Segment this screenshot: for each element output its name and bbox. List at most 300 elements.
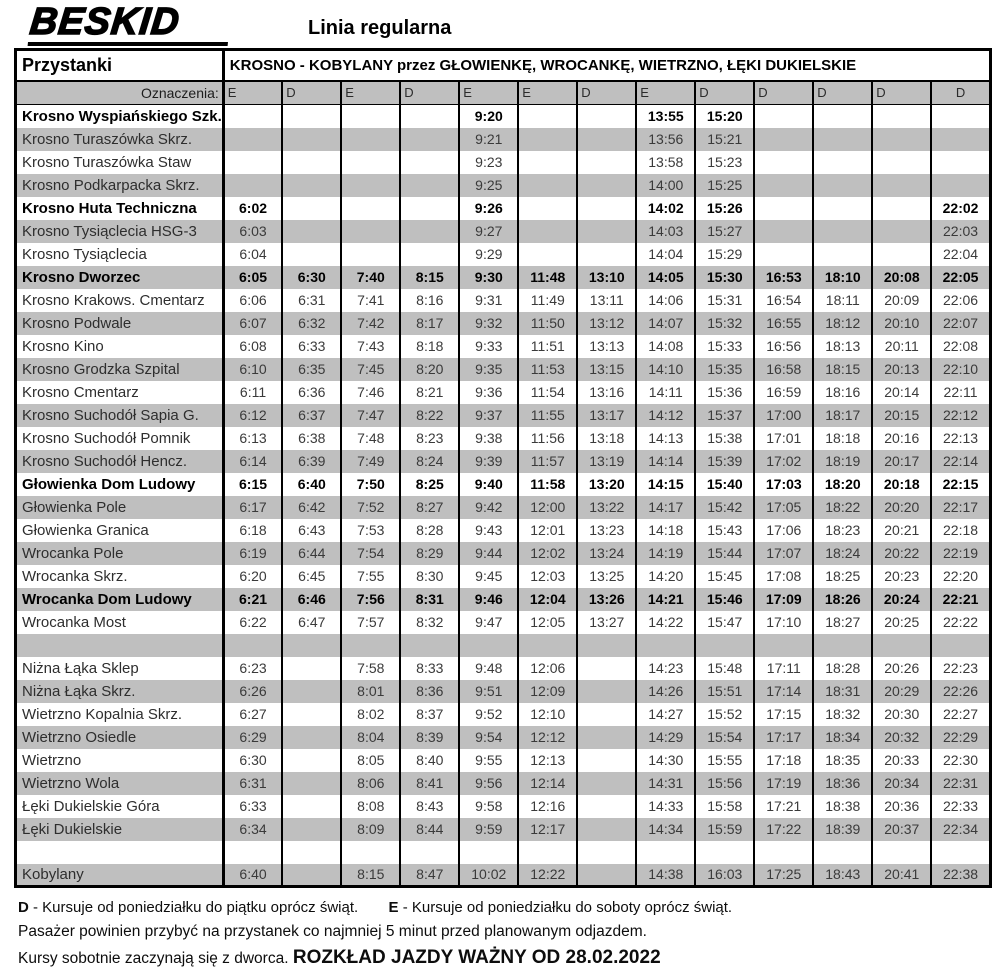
time-cell: 6:44 (282, 542, 341, 565)
time-cell: 11:48 (518, 266, 577, 289)
time-cell (577, 749, 636, 772)
time-cell: 8:27 (400, 496, 459, 519)
time-cell: 9:59 (459, 818, 518, 841)
time-cell (872, 841, 931, 864)
designation-cell: D (400, 81, 459, 105)
table-row (16, 427, 991, 450)
time-cell: 15:54 (695, 726, 754, 749)
time-cell: 20:20 (872, 496, 931, 519)
time-cell: 18:35 (813, 749, 872, 772)
stop-name: Głowienka Dom Ludowy (22, 475, 196, 493)
time-cell: 20:26 (872, 657, 931, 680)
time-cell (931, 841, 990, 864)
time-cell: 12:05 (518, 611, 577, 634)
time-cell (931, 128, 990, 151)
time-cell: 7:42 (341, 312, 400, 335)
time-cell (282, 220, 341, 243)
time-cell: 6:46 (282, 588, 341, 611)
time-cell: 22:12 (931, 404, 990, 427)
time-cell: 8:05 (341, 749, 400, 772)
time-cell (282, 105, 341, 128)
time-cell: 8:02 (341, 703, 400, 726)
time-cell (223, 634, 282, 657)
stop-name: Wietrzno Kopalnia Skrz. (22, 705, 183, 723)
time-cell: 9:29 (459, 243, 518, 266)
designations-row (16, 81, 991, 105)
stop-name: Wrocanka Pole (22, 544, 124, 562)
time-cell (400, 841, 459, 864)
time-cell (813, 151, 872, 174)
time-cell (872, 174, 931, 197)
time-cell: 14:38 (636, 864, 695, 887)
time-cell: 22:31 (931, 772, 990, 795)
time-cell: 6:13 (223, 427, 282, 450)
time-cell: 6:12 (223, 404, 282, 427)
time-cell: 9:40 (459, 473, 518, 496)
time-cell: 9:33 (459, 335, 518, 358)
time-cell: 15:45 (695, 565, 754, 588)
time-cell (695, 841, 754, 864)
time-cell (872, 220, 931, 243)
designation-cell: E (341, 81, 400, 105)
time-cell (400, 128, 459, 151)
time-cell (577, 726, 636, 749)
time-cell: 6:36 (282, 381, 341, 404)
stop-name: Głowienka Granica (22, 521, 149, 539)
table-row (16, 266, 991, 289)
table-row (16, 312, 991, 335)
designation-cell: D (577, 81, 636, 105)
time-cell: 17:05 (754, 496, 813, 519)
table-row (16, 381, 991, 404)
time-cell: 7:50 (341, 473, 400, 496)
designation-cell: D (282, 81, 341, 105)
header-row (16, 50, 991, 81)
time-cell: 11:58 (518, 473, 577, 496)
spacer-row (16, 634, 991, 657)
time-cell: 12:17 (518, 818, 577, 841)
time-cell: 6:33 (223, 795, 282, 818)
saturday-note: Kursy sobotnie zaczynają się z dworca. (18, 950, 289, 967)
designation-cell: D (754, 81, 813, 105)
stop-name: Wrocanka Most (22, 613, 126, 631)
stop-name: Krosno Krakows. Cmentarz (22, 291, 205, 309)
time-cell (577, 634, 636, 657)
time-cell (518, 220, 577, 243)
time-cell: 13:12 (577, 312, 636, 335)
time-cell (813, 105, 872, 128)
stop-name: Kobylany (22, 865, 84, 883)
time-cell: 15:59 (695, 818, 754, 841)
stop-name: Krosno Turaszówka Staw (22, 153, 192, 171)
time-cell: 17:00 (754, 404, 813, 427)
time-cell: 14:00 (636, 174, 695, 197)
time-cell: 11:56 (518, 427, 577, 450)
time-cell (400, 220, 459, 243)
time-cell (577, 174, 636, 197)
time-cell: 7:54 (341, 542, 400, 565)
time-cell (400, 197, 459, 220)
time-cell: 9:51 (459, 680, 518, 703)
time-cell: 8:16 (400, 289, 459, 312)
time-cell: 6:34 (223, 818, 282, 841)
time-cell: 8:06 (341, 772, 400, 795)
time-cell (577, 818, 636, 841)
time-cell (577, 795, 636, 818)
time-cell: 20:13 (872, 358, 931, 381)
stop-name: Krosno Suchodół Sapia G. (22, 406, 199, 424)
time-cell: 17:08 (754, 565, 813, 588)
time-cell (872, 105, 931, 128)
time-cell: 6:29 (223, 726, 282, 749)
time-cell: 16:55 (754, 312, 813, 335)
time-cell (577, 128, 636, 151)
time-cell: 22:27 (931, 703, 990, 726)
time-cell: 18:27 (813, 611, 872, 634)
time-cell: 18:34 (813, 726, 872, 749)
time-cell (400, 174, 459, 197)
time-cell: 15:21 (695, 128, 754, 151)
time-cell: 18:31 (813, 680, 872, 703)
time-cell (282, 864, 341, 887)
time-cell: 17:17 (754, 726, 813, 749)
time-cell: 17:11 (754, 657, 813, 680)
table-row (16, 289, 991, 312)
time-cell: 18:18 (813, 427, 872, 450)
time-cell (754, 841, 813, 864)
table-row (16, 105, 991, 128)
time-cell: 20:25 (872, 611, 931, 634)
stop-name: Niżna Łąka Skrz. (22, 682, 136, 700)
time-cell: 9:37 (459, 404, 518, 427)
time-cell: 22:34 (931, 818, 990, 841)
time-cell: 7:49 (341, 450, 400, 473)
table-row (16, 473, 991, 496)
designation-cell: D (695, 81, 754, 105)
time-cell: 14:23 (636, 657, 695, 680)
time-cell: 22:30 (931, 749, 990, 772)
time-cell: 18:38 (813, 795, 872, 818)
time-cell (400, 634, 459, 657)
time-cell: 12:01 (518, 519, 577, 542)
stop-name: Krosno Dworzec (22, 268, 141, 286)
time-cell: 15:35 (695, 358, 754, 381)
time-cell: 6:35 (282, 358, 341, 381)
time-cell: 18:11 (813, 289, 872, 312)
designation-cell: D (872, 81, 931, 105)
time-cell (282, 128, 341, 151)
time-cell (459, 841, 518, 864)
time-cell: 16:03 (695, 864, 754, 887)
time-cell: 20:14 (872, 381, 931, 404)
designation-cell: D (931, 81, 990, 105)
time-cell: 9:20 (459, 105, 518, 128)
time-cell (282, 703, 341, 726)
time-cell: 6:27 (223, 703, 282, 726)
route-header: KROSNO - KOBYLANY przez GŁOWIENKĘ, WROCANKĘ, WIETRZNO, ŁĘKI DUKIELSKIE (223, 50, 990, 81)
time-cell: 18:36 (813, 772, 872, 795)
table-row (16, 703, 991, 726)
time-cell (695, 634, 754, 657)
stops-header: Przystanki (16, 50, 224, 81)
time-cell: 9:23 (459, 151, 518, 174)
time-cell: 22:04 (931, 243, 990, 266)
time-cell: 8:32 (400, 611, 459, 634)
time-cell (223, 151, 282, 174)
time-cell: 18:32 (813, 703, 872, 726)
time-cell: 16:53 (754, 266, 813, 289)
stop-name: Krosno Podkarpacka Skrz. (22, 176, 200, 194)
time-cell: 13:20 (577, 473, 636, 496)
time-cell: 12:02 (518, 542, 577, 565)
stop-name: Krosno Wyspiańskiego Szk. (22, 107, 222, 125)
time-cell: 9:39 (459, 450, 518, 473)
time-cell (282, 243, 341, 266)
beskid-logo: BESKID (28, 0, 233, 46)
time-cell: 6:02 (223, 197, 282, 220)
time-cell (341, 174, 400, 197)
time-cell: 6:19 (223, 542, 282, 565)
time-cell: 6:15 (223, 473, 282, 496)
time-cell: 6:31 (282, 289, 341, 312)
time-cell: 8:04 (341, 726, 400, 749)
time-cell (282, 772, 341, 795)
time-cell: 18:26 (813, 588, 872, 611)
spacer-row (16, 841, 991, 864)
time-cell (813, 841, 872, 864)
time-cell: 13:27 (577, 611, 636, 634)
time-cell: 14:29 (636, 726, 695, 749)
time-cell: 17:19 (754, 772, 813, 795)
time-cell: 17:02 (754, 450, 813, 473)
time-cell: 9:58 (459, 795, 518, 818)
stop-name: Łęki Dukielskie (22, 820, 123, 838)
time-cell: 22:18 (931, 519, 990, 542)
time-cell: 13:13 (577, 335, 636, 358)
time-cell: 11:53 (518, 358, 577, 381)
time-cell (754, 151, 813, 174)
time-cell: 8:09 (341, 818, 400, 841)
time-cell: 22:13 (931, 427, 990, 450)
time-cell (518, 841, 577, 864)
time-cell: 22:22 (931, 611, 990, 634)
time-cell (518, 243, 577, 266)
time-cell (813, 634, 872, 657)
time-cell: 8:41 (400, 772, 459, 795)
time-cell: 7:56 (341, 588, 400, 611)
time-cell: 15:44 (695, 542, 754, 565)
time-cell: 15:51 (695, 680, 754, 703)
time-cell: 18:22 (813, 496, 872, 519)
time-cell: 6:05 (223, 266, 282, 289)
time-cell: 9:25 (459, 174, 518, 197)
time-cell: 6:08 (223, 335, 282, 358)
timetable-head (16, 50, 991, 105)
time-cell: 18:20 (813, 473, 872, 496)
time-cell: 6:10 (223, 358, 282, 381)
time-cell: 13:23 (577, 519, 636, 542)
time-cell (223, 105, 282, 128)
time-cell (577, 220, 636, 243)
time-cell: 17:22 (754, 818, 813, 841)
time-cell: 15:43 (695, 519, 754, 542)
time-cell: 18:16 (813, 381, 872, 404)
time-cell: 11:55 (518, 404, 577, 427)
table-row (16, 151, 991, 174)
stop-name: Łęki Dukielskie Góra (22, 797, 160, 815)
time-cell: 18:19 (813, 450, 872, 473)
stop-name: Krosno Tysiąclecia (22, 245, 147, 263)
stop-name: Wietrzno Wola (22, 774, 120, 792)
time-cell: 13:18 (577, 427, 636, 450)
time-cell (813, 197, 872, 220)
time-cell: 17:14 (754, 680, 813, 703)
time-cell: 22:11 (931, 381, 990, 404)
time-cell: 8:39 (400, 726, 459, 749)
time-cell: 20:33 (872, 749, 931, 772)
time-cell: 14:20 (636, 565, 695, 588)
time-cell: 9:42 (459, 496, 518, 519)
time-cell (341, 841, 400, 864)
time-cell (931, 634, 990, 657)
stop-name: Krosno Grodzka Szpital (22, 360, 180, 378)
stop-name: Krosno Cmentarz (22, 383, 139, 401)
time-cell: 7:57 (341, 611, 400, 634)
time-cell: 8:21 (400, 381, 459, 404)
time-cell: 14:14 (636, 450, 695, 473)
time-cell: 15:26 (695, 197, 754, 220)
time-cell: 14:26 (636, 680, 695, 703)
time-cell: 13:58 (636, 151, 695, 174)
stop-name (16, 841, 224, 864)
time-cell: 6:21 (223, 588, 282, 611)
legend-line (18, 899, 988, 923)
time-cell: 9:21 (459, 128, 518, 151)
validity-text: ROZKŁAD JAZDY WAŻNY OD 28.02.2022 (292, 947, 661, 968)
time-cell (282, 818, 341, 841)
time-cell: 8:08 (341, 795, 400, 818)
time-cell: 15:55 (695, 749, 754, 772)
time-cell (577, 841, 636, 864)
time-cell: 14:03 (636, 220, 695, 243)
time-cell (282, 749, 341, 772)
time-cell: 7:46 (341, 381, 400, 404)
time-cell (577, 703, 636, 726)
time-cell: 6:07 (223, 312, 282, 335)
time-cell: 6:22 (223, 611, 282, 634)
time-cell (341, 105, 400, 128)
time-cell: 15:25 (695, 174, 754, 197)
time-cell (282, 841, 341, 864)
time-cell: 8:29 (400, 542, 459, 565)
time-cell: 20:09 (872, 289, 931, 312)
time-cell: 13:16 (577, 381, 636, 404)
time-cell (282, 174, 341, 197)
time-cell (577, 864, 636, 887)
table-row (16, 542, 991, 565)
time-cell: 18:25 (813, 565, 872, 588)
time-cell: 8:15 (341, 864, 400, 887)
designations-label: Oznaczenia: (16, 81, 224, 105)
time-cell: 20:22 (872, 542, 931, 565)
time-cell (872, 197, 931, 220)
time-cell (872, 151, 931, 174)
time-cell: 7:58 (341, 657, 400, 680)
time-cell: 6:23 (223, 657, 282, 680)
time-cell (282, 197, 341, 220)
time-cell: 14:12 (636, 404, 695, 427)
table-row (16, 358, 991, 381)
time-cell (577, 243, 636, 266)
time-cell: 12:14 (518, 772, 577, 795)
time-cell: 11:49 (518, 289, 577, 312)
time-cell: 8:23 (400, 427, 459, 450)
time-cell (813, 128, 872, 151)
time-cell: 22:17 (931, 496, 990, 519)
time-cell: 22:19 (931, 542, 990, 565)
time-cell: 15:29 (695, 243, 754, 266)
validity-line (18, 947, 988, 969)
time-cell: 15:20 (695, 105, 754, 128)
time-cell: 22:05 (931, 266, 990, 289)
time-cell (223, 174, 282, 197)
time-cell (223, 841, 282, 864)
time-cell: 7:53 (341, 519, 400, 542)
time-cell: 17:21 (754, 795, 813, 818)
time-cell: 6:31 (223, 772, 282, 795)
time-cell: 15:37 (695, 404, 754, 427)
time-cell: 6:39 (282, 450, 341, 473)
time-cell: 18:24 (813, 542, 872, 565)
time-cell: 9:46 (459, 588, 518, 611)
stop-name (16, 634, 224, 657)
time-cell: 20:10 (872, 312, 931, 335)
time-cell: 8:22 (400, 404, 459, 427)
time-cell: 12:00 (518, 496, 577, 519)
time-cell: 6:40 (223, 864, 282, 887)
time-cell: 11:50 (518, 312, 577, 335)
stop-name: Krosno Huta Techniczna (22, 199, 197, 217)
time-cell: 22:10 (931, 358, 990, 381)
time-cell: 6:40 (282, 473, 341, 496)
time-cell: 17:10 (754, 611, 813, 634)
time-cell: 12:09 (518, 680, 577, 703)
time-cell: 15:36 (695, 381, 754, 404)
time-cell: 22:29 (931, 726, 990, 749)
time-cell (341, 220, 400, 243)
time-cell: 17:01 (754, 427, 813, 450)
time-cell (754, 220, 813, 243)
time-cell: 7:45 (341, 358, 400, 381)
time-cell: 9:45 (459, 565, 518, 588)
time-cell: 8:01 (341, 680, 400, 703)
time-cell: 14:34 (636, 818, 695, 841)
time-cell: 17:15 (754, 703, 813, 726)
time-cell (341, 151, 400, 174)
table-row (16, 496, 991, 519)
time-cell: 15:31 (695, 289, 754, 312)
time-cell: 9:30 (459, 266, 518, 289)
time-cell (282, 634, 341, 657)
page-title: Linia regularna (308, 17, 452, 39)
time-cell: 12:04 (518, 588, 577, 611)
time-cell (813, 174, 872, 197)
time-cell: 6:37 (282, 404, 341, 427)
time-cell (518, 105, 577, 128)
time-cell: 20:34 (872, 772, 931, 795)
time-cell: 20:36 (872, 795, 931, 818)
time-cell: 13:25 (577, 565, 636, 588)
